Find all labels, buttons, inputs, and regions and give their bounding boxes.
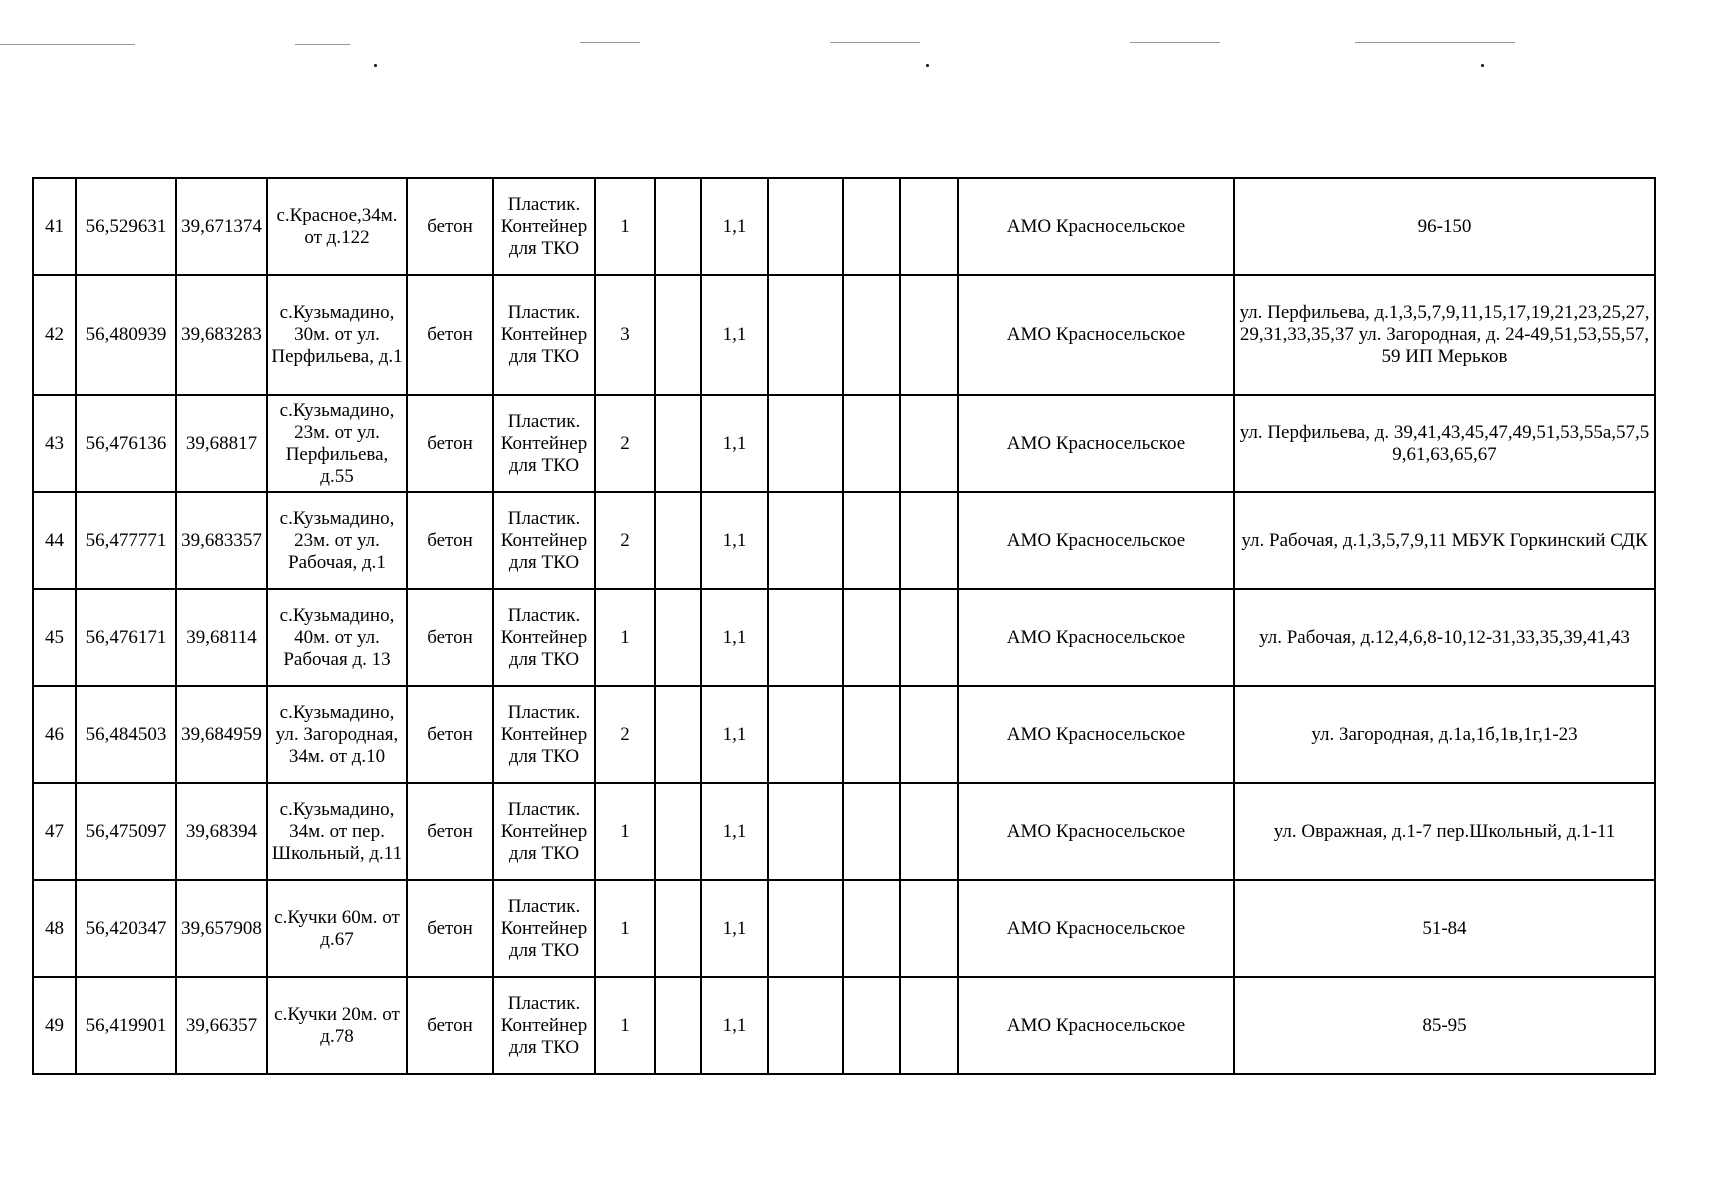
served-addresses-cell: ул. Перфильева, д.1,3,5,7,9,11,15,17,19,21,23,25,27,29,31,33,35,37 ул. Загородная, д. 24-49,51,53,55,57,59 ИП Мерьков [1234, 275, 1655, 395]
container-volume-cell: 1,1 [701, 178, 768, 275]
owner-cell: АМО Красносельское [958, 783, 1234, 880]
empty-cell [655, 686, 701, 783]
table-row [33, 880, 1655, 977]
longitude-cell: 39,684959 [176, 686, 267, 783]
container-volume-cell: 1,1 [701, 977, 768, 1074]
served-addresses-cell: ул. Загородная, д.1а,1б,1в,1г,1-23 [1234, 686, 1655, 783]
served-addresses-cell: 85-95 [1234, 977, 1655, 1074]
empty-cell [768, 589, 843, 686]
served-addresses-cell: 96-150 [1234, 178, 1655, 275]
longitude-cell: 39,683283 [176, 275, 267, 395]
empty-cell [843, 492, 900, 589]
owner-cell: АМО Красносельское [958, 275, 1234, 395]
container-count-cell: 1 [595, 880, 655, 977]
owner-cell: АМО Красносельское [958, 977, 1234, 1074]
container-type-cell: Пластик. Контейнер для ТКО [493, 880, 595, 977]
table-row [33, 783, 1655, 880]
owner-cell: АМО Красносельское [958, 880, 1234, 977]
empty-cell [843, 977, 900, 1074]
owner-cell: АМО Красносельское [958, 395, 1234, 492]
scan-artifact-line [1355, 42, 1515, 43]
site-location-cell: с.Кузьмадино, 23м. от ул. Перфильева, д.55 [267, 395, 407, 492]
empty-cell [768, 977, 843, 1074]
owner-cell: АМО Красносельское [958, 492, 1234, 589]
table-row [33, 275, 1655, 395]
container-count-cell: 1 [595, 977, 655, 1074]
table-row [33, 686, 1655, 783]
container-volume-cell: 1,1 [701, 589, 768, 686]
row-number: 45 [33, 589, 76, 686]
longitude-cell: 39,68817 [176, 395, 267, 492]
empty-cell [655, 275, 701, 395]
container-volume-cell: 1,1 [701, 275, 768, 395]
site-location-cell: с.Кузьмадино, ул. Загородная, 34м. от д.10 [267, 686, 407, 783]
latitude-cell: 56,484503 [76, 686, 176, 783]
table-body [33, 178, 1655, 1074]
empty-cell [655, 492, 701, 589]
longitude-cell: 39,683357 [176, 492, 267, 589]
empty-cell [768, 686, 843, 783]
table-row [33, 395, 1655, 492]
latitude-cell: 56,420347 [76, 880, 176, 977]
container-volume-cell: 1,1 [701, 395, 768, 492]
surface-type-cell: бетон [407, 880, 493, 977]
latitude-cell: 56,419901 [76, 977, 176, 1074]
empty-cell [843, 395, 900, 492]
empty-cell [843, 686, 900, 783]
row-number: 48 [33, 880, 76, 977]
latitude-cell: 56,476171 [76, 589, 176, 686]
waste-site-registry-table [32, 177, 1656, 1075]
row-number: 47 [33, 783, 76, 880]
scan-artifact-line [0, 44, 135, 45]
latitude-cell: 56,476136 [76, 395, 176, 492]
longitude-cell: 39,671374 [176, 178, 267, 275]
empty-cell [900, 783, 958, 880]
container-count-cell: 2 [595, 686, 655, 783]
scan-artifact-line [295, 44, 350, 45]
empty-cell [768, 492, 843, 589]
served-addresses-cell: ул. Овражная, д.1-7 пер.Школьный, д.1-11 [1234, 783, 1655, 880]
container-type-cell: Пластик. Контейнер для ТКО [493, 589, 595, 686]
longitude-cell: 39,68114 [176, 589, 267, 686]
empty-cell [843, 178, 900, 275]
empty-cell [655, 395, 701, 492]
latitude-cell: 56,529631 [76, 178, 176, 275]
table-row [33, 589, 1655, 686]
container-type-cell: Пластик. Контейнер для ТКО [493, 686, 595, 783]
empty-cell [900, 686, 958, 783]
container-count-cell: 2 [595, 395, 655, 492]
container-count-cell: 1 [595, 589, 655, 686]
empty-cell [900, 178, 958, 275]
row-number: 41 [33, 178, 76, 275]
surface-type-cell: бетон [407, 395, 493, 492]
served-addresses-cell: 51-84 [1234, 880, 1655, 977]
empty-cell [655, 880, 701, 977]
empty-cell [768, 275, 843, 395]
container-volume-cell: 1,1 [701, 880, 768, 977]
owner-cell: АМО Красносельское [958, 686, 1234, 783]
container-count-cell: 2 [595, 492, 655, 589]
longitude-cell: 39,657908 [176, 880, 267, 977]
surface-type-cell: бетон [407, 492, 493, 589]
empty-cell [655, 178, 701, 275]
empty-cell [900, 492, 958, 589]
row-number: 49 [33, 977, 76, 1074]
latitude-cell: 56,477771 [76, 492, 176, 589]
surface-type-cell: бетон [407, 783, 493, 880]
empty-cell [843, 589, 900, 686]
scan-artifact-dot [926, 64, 929, 67]
row-number: 43 [33, 395, 76, 492]
longitude-cell: 39,68394 [176, 783, 267, 880]
scan-artifact-line [830, 42, 920, 43]
container-type-cell: Пластик. Контейнер для ТКО [493, 275, 595, 395]
scan-artifact-line [580, 42, 640, 43]
site-location-cell: с.Кузьмадино, 40м. от ул. Рабочая д. 13 [267, 589, 407, 686]
surface-type-cell: бетон [407, 589, 493, 686]
served-addresses-cell: ул. Перфильева, д. 39,41,43,45,47,49,51,53,55а,57,59,61,63,65,67 [1234, 395, 1655, 492]
container-count-cell: 1 [595, 783, 655, 880]
empty-cell [655, 977, 701, 1074]
container-count-cell: 1 [595, 178, 655, 275]
surface-type-cell: бетон [407, 275, 493, 395]
site-location-cell: с.Красное,34м. от д.122 [267, 178, 407, 275]
empty-cell [900, 275, 958, 395]
empty-cell [768, 178, 843, 275]
owner-cell: АМО Красносельское [958, 178, 1234, 275]
container-type-cell: Пластик. Контейнер для ТКО [493, 783, 595, 880]
empty-cell [843, 275, 900, 395]
longitude-cell: 39,66357 [176, 977, 267, 1074]
empty-cell [900, 395, 958, 492]
row-number: 46 [33, 686, 76, 783]
surface-type-cell: бетон [407, 686, 493, 783]
served-addresses-cell: ул. Рабочая, д.1,3,5,7,9,11 МБУК Горкинский СДК [1234, 492, 1655, 589]
container-type-cell: Пластик. Контейнер для ТКО [493, 395, 595, 492]
scan-artifact-dot [1481, 64, 1484, 67]
site-location-cell: с.Кузьмадино, 23м. от ул. Рабочая, д.1 [267, 492, 407, 589]
site-location-cell: с.Кузьмадино, 34м. от пер. Школьный, д.11 [267, 783, 407, 880]
owner-cell: АМО Красносельское [958, 589, 1234, 686]
empty-cell [768, 880, 843, 977]
latitude-cell: 56,475097 [76, 783, 176, 880]
table-row [33, 492, 1655, 589]
site-location-cell: с.Кузьмадино, 30м. от ул. Перфильева, д.1 [267, 275, 407, 395]
empty-cell [900, 589, 958, 686]
empty-cell [655, 589, 701, 686]
container-count-cell: 3 [595, 275, 655, 395]
scan-artifact-dot [374, 64, 377, 67]
empty-cell [900, 977, 958, 1074]
served-addresses-cell: ул. Рабочая, д.12,4,6,8-10,12-31,33,35,39,41,43 [1234, 589, 1655, 686]
scan-artifact-line [1130, 42, 1220, 43]
empty-cell [900, 880, 958, 977]
container-volume-cell: 1,1 [701, 783, 768, 880]
row-number: 44 [33, 492, 76, 589]
surface-type-cell: бетон [407, 977, 493, 1074]
container-volume-cell: 1,1 [701, 492, 768, 589]
empty-cell [843, 783, 900, 880]
surface-type-cell: бетон [407, 178, 493, 275]
empty-cell [768, 395, 843, 492]
table-row [33, 977, 1655, 1074]
empty-cell [768, 783, 843, 880]
site-location-cell: с.Кучки 20м. от д.78 [267, 977, 407, 1074]
container-type-cell: Пластик. Контейнер для ТКО [493, 492, 595, 589]
row-number: 42 [33, 275, 76, 395]
container-type-cell: Пластик. Контейнер для ТКО [493, 977, 595, 1074]
empty-cell [655, 783, 701, 880]
site-location-cell: с.Кучки 60м. от д.67 [267, 880, 407, 977]
empty-cell [843, 880, 900, 977]
container-type-cell: Пластик. Контейнер для ТКО [493, 178, 595, 275]
container-volume-cell: 1,1 [701, 686, 768, 783]
table-row [33, 178, 1655, 275]
latitude-cell: 56,480939 [76, 275, 176, 395]
